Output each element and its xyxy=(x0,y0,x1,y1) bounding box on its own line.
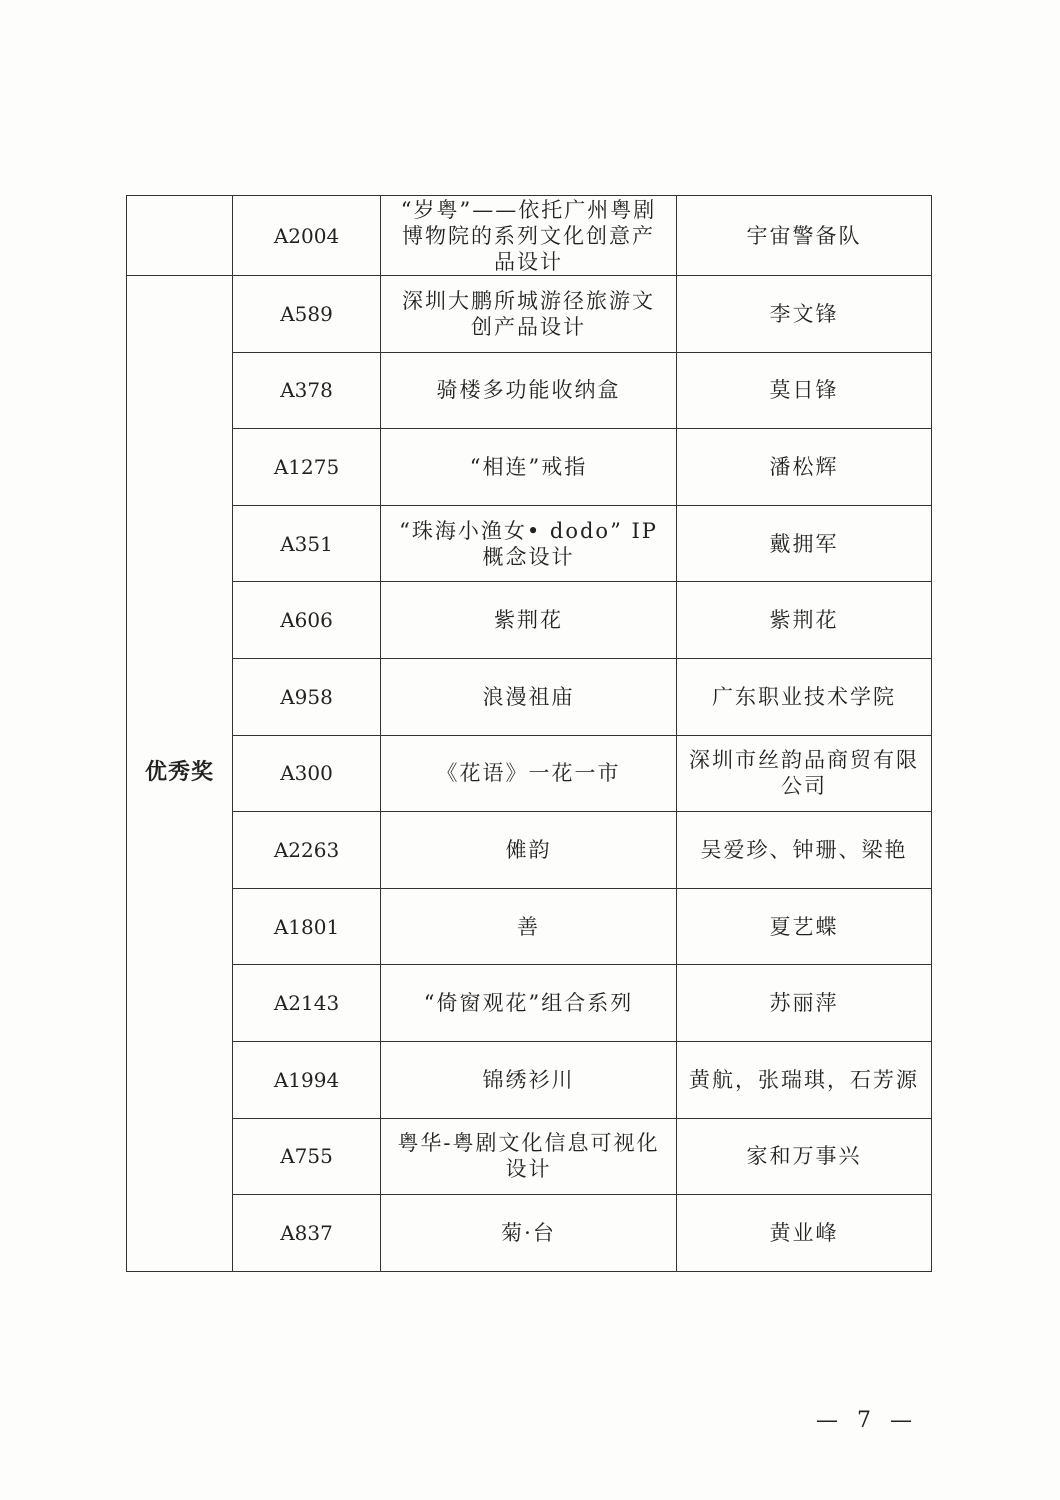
entry-title: “相连”戒指 xyxy=(381,429,677,506)
award-category: 优秀奖 xyxy=(127,276,233,1272)
entry-author: 吴爱珍、钟珊、梁艳 xyxy=(677,812,932,889)
entry-title: 粤华-粤剧文化信息可视化设计 xyxy=(381,1118,677,1195)
entry-author: 戴拥军 xyxy=(677,505,932,582)
entry-author: 广东职业技术学院 xyxy=(677,658,932,735)
entry-code: A1275 xyxy=(233,429,381,506)
entry-code: A2263 xyxy=(233,812,381,889)
table-row xyxy=(127,735,932,812)
table-row xyxy=(127,812,932,889)
entry-code: A606 xyxy=(233,582,381,659)
entry-code: A351 xyxy=(233,505,381,582)
table-row xyxy=(127,1118,932,1195)
table-row xyxy=(127,276,932,353)
entry-author: 宇宙警备队 xyxy=(677,196,932,276)
table-row xyxy=(127,1041,932,1118)
table-row xyxy=(127,505,932,582)
entry-title: 菊·台 xyxy=(381,1195,677,1272)
entry-code: A2143 xyxy=(233,965,381,1042)
entry-title: 善 xyxy=(381,888,677,965)
table-row xyxy=(127,352,932,429)
entry-author: 黄业峰 xyxy=(677,1195,932,1272)
entry-title: 深圳大鹏所城游径旅游文创产品设计 xyxy=(381,276,677,353)
entry-title: “倚窗观花”组合系列 xyxy=(381,965,677,1042)
entry-title: “珠海小渔女• dodo” IP 概念设计 xyxy=(381,505,677,582)
entry-code: A1801 xyxy=(233,888,381,965)
entry-author: 深圳市丝韵品商贸有限公司 xyxy=(677,735,932,812)
entry-code: A837 xyxy=(233,1195,381,1272)
entry-title: 《花语》一花一市 xyxy=(381,735,677,812)
table-row xyxy=(127,196,932,276)
entry-code: A1994 xyxy=(233,1041,381,1118)
entry-code: A958 xyxy=(233,658,381,735)
table-row xyxy=(127,582,932,659)
table-row xyxy=(127,965,932,1042)
table-row xyxy=(127,658,932,735)
entry-title: 紫荆花 xyxy=(381,582,677,659)
entry-code: A589 xyxy=(233,276,381,353)
table-row xyxy=(127,1195,932,1272)
entry-title: “岁粤”——依托广州粤剧博物院的系列文化创意产品设计 xyxy=(381,196,677,276)
entry-author: 紫荆花 xyxy=(677,582,932,659)
entry-code: A300 xyxy=(233,735,381,812)
table-row xyxy=(127,429,932,506)
page-number: — 7 — xyxy=(816,1408,918,1433)
awards-table-body xyxy=(127,196,932,1272)
entry-author: 黄航，张瑞琪，石芳源 xyxy=(677,1041,932,1118)
entry-author: 潘松辉 xyxy=(677,429,932,506)
entry-code: A755 xyxy=(233,1118,381,1195)
entry-code: A2004 xyxy=(233,196,381,276)
entry-author: 家和万事兴 xyxy=(677,1118,932,1195)
table-row xyxy=(127,888,932,965)
entry-title: 骑楼多功能收纳盒 xyxy=(381,352,677,429)
entry-author: 李文锋 xyxy=(677,276,932,353)
entry-author: 夏艺蝶 xyxy=(677,888,932,965)
entry-title: 傩韵 xyxy=(381,812,677,889)
entry-author: 苏丽萍 xyxy=(677,965,932,1042)
entry-author: 莫日锋 xyxy=(677,352,932,429)
entry-title: 浪漫祖庙 xyxy=(381,658,677,735)
entry-title: 锦绣衫川 xyxy=(381,1041,677,1118)
category-cell-empty xyxy=(127,196,233,276)
awards-table xyxy=(126,195,932,1272)
entry-code: A378 xyxy=(233,352,381,429)
